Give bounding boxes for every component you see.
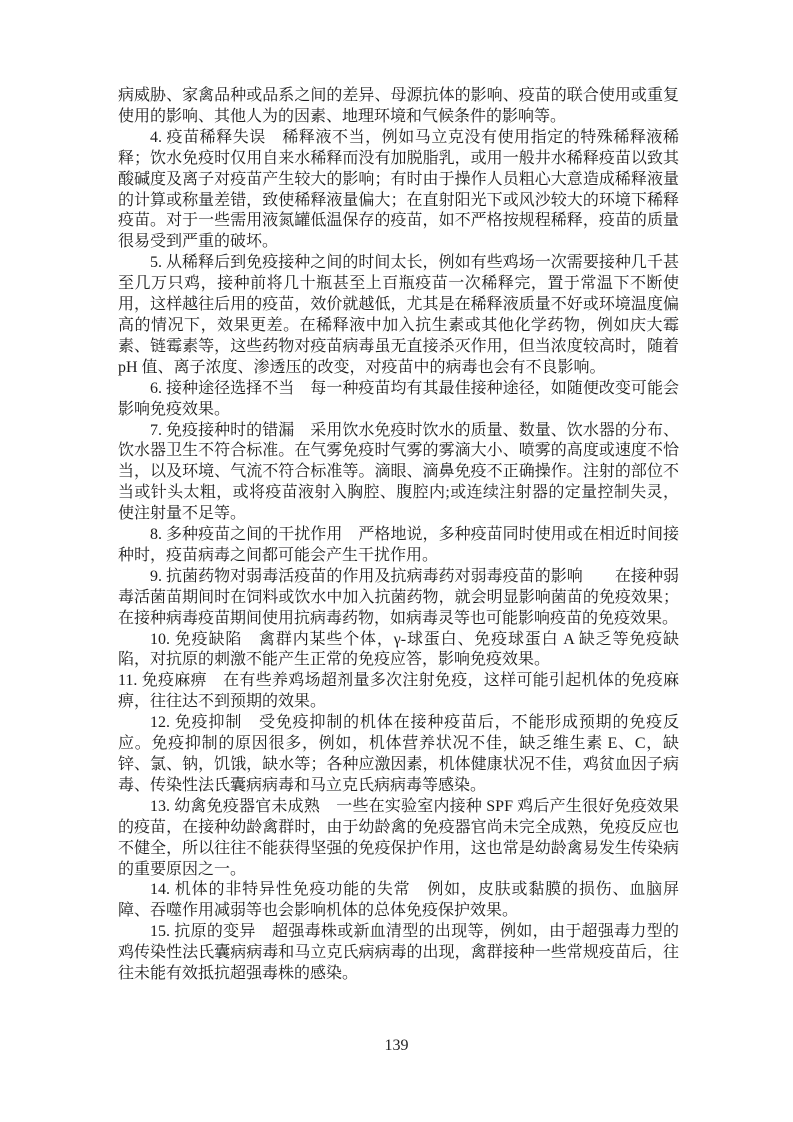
page-number: 139 [384,1037,409,1054]
paragraph-item-11: 11. 免疫麻痹 在有些养鸡场超剂量多次注射免疫，这样可能引起机体的免疫麻痹，往往达不到预期的效果。 [118,672,679,711]
paragraph-item-5: 5. 从稀释后到免疫接种之间的时间太长，例如有些鸡场一次需要接种几千甚至几万只鸡，接种前将几十瓶甚至上百瓶疫苗一次稀释完，置于常温下不断使用，这样越往后用的疫苗，效价就越低，尤其是在稀释液质量不好或环境温度偏高的情况下，效果更差。在稀释液中加入抗生素或其他化学药物，例如庆大霉素、链霉素等，这些药物对疫苗病毒虽无直接杀灭作用，但当浓度较高时，随着 pH 值、离子浓度、渗透压的改变，对疫苗中的病毒也会有不良影响。 [118,254,679,376]
paragraph-item-15: 15. 抗原的变异 超强毒株或新血清型的出现等，例如，由于超强毒力型的鸡传染性法氏囊病病毒和马立克氏病病毒的出现，禽群接种一些常规疫苗后，往往未能有效抵抗超强毒株的感染。 [118,923,679,983]
paragraph-item-7: 7. 免疫接种时的错漏 采用饮水免疫时饮水的质量、数量、饮水器的分布、饮水器卫生不符合标准。在气雾免疫时气雾的雾滴大小、喷雾的高度或速度不恰当，以及环境、气流不符合标准等。滴眼、滴鼻免疫不正确操作。注射的部位不当或针头太粗，或将疫苗液射入胸腔、腹腔内;或连续注射器的定量控制失灵，使注射量不足等。 [118,421,679,523]
paragraph-continuation: 病威胁、家禽品种或品系之间的差异、母源抗体的影响、疫苗的联合使用或重复使用的影响、其他人为的因素、地理环境和气候条件的影响等。 [118,87,679,125]
document-body [118,86,679,985]
paragraph-item-8: 8. 多种疫苗之间的干扰作用 严格地说，多种疫苗同时使用或在相近时间接种时，疫苗病毒之间都可能会产生干扰作用。 [118,526,679,564]
paragraph-item-13: 13. 幼禽免疫器官未成熟 一些在实验室内接种 SPF 鸡后产生很好免疫效果的疫苗，在接种幼龄禽群时，由于幼龄禽的免疫器官尚未完全成熟，免疫反应也不健全，所以往往不能获得坚强的免疫保护作用，这也常是幼龄禽易发生传染病的重要原因之一。 [118,797,679,878]
paragraph-item-14: 14. 机体的非特异性免疫功能的失常 例如，皮肤或黏膜的损伤、血脑屏障、吞噬作用减弱等也会影响机体的总体免疫保护效果。 [118,881,679,920]
paragraph-item-12: 12. 免疫抑制 受免疫抑制的机体在接种疫苗后，不能形成预期的免疫反应。免疫抑制的原因很多，例如，机体营养状况不佳，缺乏维生素 E、C，缺锌、氯、钠，饥饿，缺水等；各种应激因素，机体健康状况不佳，鸡贫血因子病毒、传染性法氏囊病病毒和马立克氏病病毒等感染。 [118,714,679,794]
paragraph-item-9: 9. 抗菌药物对弱毒活疫苗的作用及抗病毒药对弱毒疫苗的影响 在接种弱毒活菌苗期间时在饲料或饮水中加入抗菌药物，就会明显影响菌苗的免疫效果；在接种病毒疫苗期间使用抗病毒药物，如病毒灵等也可能影响疫苗的免疫效果。 [118,567,679,627]
paragraph-item-4: 4. 疫苗稀释失误 稀释液不当，例如马立克没有使用指定的特殊稀释液稀释；饮水免疫时仅用自来水稀释而没有加脱脂乳，或用一般井水稀释疫苗以致其酸碱度及离子对疫苗产生较大的影响；有时由于操作人员粗心大意造成稀释液量的计算或称量差错，致使稀释液量偏大；在直射阳光下或风沙较大的环境下稀释疫苗。对于一些需用液氮罐低温保存的疫苗，如不严格按规程稀释，疫苗的质量很易受到严重的破坏。 [118,128,679,251]
paragraph-item-10: 10. 免疫缺陷 禽群内某些个体，γ-球蛋白、免疫球蛋白 A 缺乏等免疫缺陷，对抗原的刺激不能产生正常的免疫应答，影响免疫效果。 [118,630,679,669]
paragraph-item-6: 6. 接种途径选择不当 每一种疫苗均有其最佳接种途径，如随便改变可能会影响免疫效果。 [118,379,679,418]
